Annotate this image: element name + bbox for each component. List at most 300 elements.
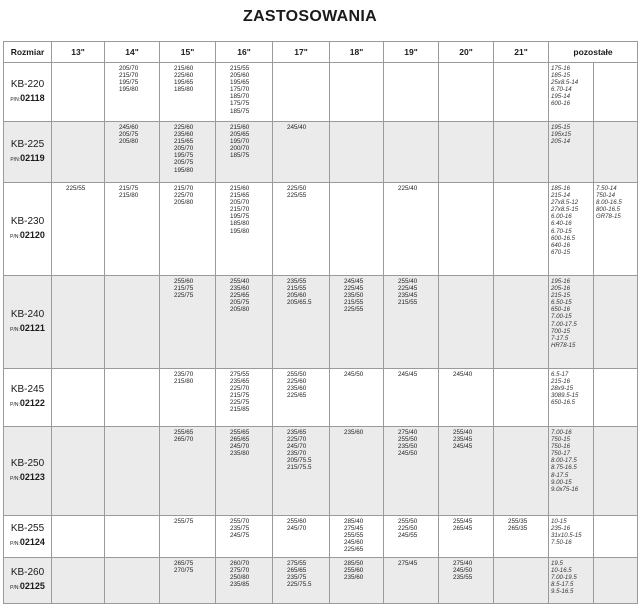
tire-size: 215/75 <box>230 392 250 400</box>
tire-size-cell <box>105 427 160 516</box>
tire-size-cell <box>384 516 439 558</box>
tire-size-cell <box>216 63 273 122</box>
other-sizes-cell <box>594 558 638 604</box>
other-size: 195-14 <box>551 93 570 101</box>
tire-size-cell <box>273 122 330 183</box>
table-header-row <box>4 42 638 63</box>
tire-size: 215/55 <box>344 299 364 307</box>
tire-size-cell <box>439 122 494 183</box>
tire-size-cell <box>216 558 273 604</box>
tire-size: 225/55 <box>344 306 364 314</box>
tire-size: 255/50 <box>287 371 307 378</box>
tire-size: 255/40 <box>453 429 473 436</box>
table-row <box>4 122 638 183</box>
tire-size: 275/40 <box>453 560 473 567</box>
tire-size-cell <box>384 63 439 122</box>
tire-size: 205/75 <box>119 131 139 139</box>
other-size: GR78-15 <box>596 213 621 221</box>
tire-size-cell <box>330 516 384 558</box>
tire-size: 235/75 <box>287 574 307 582</box>
tire-size-cell <box>494 276 549 369</box>
tire-size-cell <box>439 63 494 122</box>
table-row <box>4 183 638 276</box>
tire-size: 215/85 <box>230 406 250 414</box>
tire-size: 255/60 <box>287 518 307 525</box>
other-size: 31x10.5-15 <box>551 532 582 540</box>
tire-size-cell <box>160 427 216 516</box>
tire-size-cell <box>105 516 160 558</box>
tire-size: 215/80 <box>119 192 139 200</box>
tire-size-cell <box>439 276 494 369</box>
tire-size: 235/60 <box>287 385 307 393</box>
other-size: 7.00-19.5 <box>551 574 577 582</box>
tire-size: 285/50 <box>344 560 364 567</box>
tire-size: 245/70 <box>287 525 307 533</box>
tire-size: 175/70 <box>230 86 250 94</box>
size-header: Rozmiar <box>4 42 52 63</box>
tire-size: 205/70 <box>230 199 250 207</box>
tire-size-cell <box>273 276 330 369</box>
part-number-value: 02124 <box>19 537 45 547</box>
tire-size: 275/45 <box>344 525 364 533</box>
tire-size-cell <box>273 427 330 516</box>
tire-size-cell <box>216 516 273 558</box>
tire-size: 205/70 <box>174 145 194 153</box>
other-size: 800-16.5 <box>596 206 621 214</box>
tire-size: 205/60 <box>287 292 307 300</box>
tire-size: 245/45 <box>453 443 473 451</box>
tire-size: 225/40 <box>398 185 418 192</box>
other-size: 8.00-17.5 <box>551 457 577 465</box>
tire-size: 250/80 <box>230 574 250 582</box>
tire-size-cell <box>439 516 494 558</box>
tire-size-cell <box>439 427 494 516</box>
tire-size: 215/60 <box>230 124 250 131</box>
part-number-value: 02119 <box>20 152 45 163</box>
tire-size-cell <box>105 63 160 122</box>
tire-size: 255/55 <box>344 532 364 540</box>
tire-size: 245/70 <box>230 443 250 451</box>
tire-size: 265/45 <box>453 525 473 533</box>
tire-size: 245/40 <box>287 124 307 131</box>
tire-size: 270/75 <box>174 567 194 575</box>
tire-size: 225/55 <box>66 185 86 192</box>
other-size: 8.5-17.5 <box>551 581 574 589</box>
table-row <box>4 558 638 604</box>
tire-size: 205/60 <box>230 72 250 80</box>
other-size: 205-16 <box>551 285 570 293</box>
tire-size: 225/60 <box>287 378 307 386</box>
size-cell <box>4 183 52 276</box>
tire-size: 245/50 <box>398 450 418 458</box>
tire-size-cell <box>439 183 494 276</box>
tire-size-cell <box>384 122 439 183</box>
other-sizes-cell <box>549 516 594 558</box>
tire-size-cell <box>216 122 273 183</box>
tire-size-cell <box>52 122 105 183</box>
tire-size: 235/45 <box>398 292 418 300</box>
tire-size: 185/70 <box>230 93 250 101</box>
tire-size: 255/60 <box>344 567 364 575</box>
other-sizes-cell <box>594 427 638 516</box>
tire-size: 225/60 <box>174 124 194 131</box>
tire-size: 195/80 <box>174 166 194 174</box>
tire-size-cell <box>273 516 330 558</box>
tire-size: 255/50 <box>398 518 418 525</box>
other-size: 600-16 <box>551 100 570 108</box>
rim-header: 16" <box>216 42 273 63</box>
table-row <box>4 516 638 558</box>
tire-size-cell <box>216 276 273 369</box>
model-name: KB-230 <box>10 215 45 227</box>
tire-size: 215/60 <box>174 65 194 72</box>
tire-size: 235/60 <box>344 429 364 436</box>
other-size: 6.00-16 <box>551 213 572 221</box>
tire-size: 265/70 <box>174 436 194 444</box>
other-size: 9.00-15 <box>551 478 572 486</box>
tire-size-cell <box>52 183 105 276</box>
model-name: KB-260 <box>10 567 45 578</box>
part-number-prefix: P/N: <box>10 326 20 333</box>
rim-header: 15" <box>160 42 216 63</box>
tire-size: 245/45 <box>398 371 418 378</box>
tire-size-cell <box>160 558 216 604</box>
tire-size: 195/75 <box>230 213 250 221</box>
tire-size: 175/75 <box>230 100 250 108</box>
size-cell <box>4 516 52 558</box>
rim-header: 20" <box>439 42 494 63</box>
tire-size-cell <box>52 63 105 122</box>
other-size: 8.75-16.5 <box>551 464 577 472</box>
tire-size: 235/70 <box>287 450 307 458</box>
tire-size: 215/75 <box>119 185 139 192</box>
tire-size: 275/40 <box>398 429 418 436</box>
other-size: 235-16 <box>551 525 570 533</box>
other-size: 27x8.5-15 <box>551 206 579 214</box>
part-number-value: 02122 <box>19 398 45 408</box>
tire-size: 235/45 <box>453 436 473 444</box>
tire-size: 255/35 <box>508 518 528 525</box>
other-size: 215-15 <box>551 292 570 300</box>
tire-size-cell <box>216 427 273 516</box>
tire-size: 225/70 <box>230 385 250 393</box>
size-cell <box>4 427 52 516</box>
tire-size-cell <box>160 369 216 427</box>
tire-size: 235/50 <box>398 443 418 451</box>
tire-size: 195/80 <box>230 227 250 235</box>
other-size: 25x8.5-14 <box>551 79 579 87</box>
size-cell <box>4 558 52 604</box>
part-number <box>4 470 51 485</box>
tire-size: 245/60 <box>119 124 139 131</box>
tire-size: 215/65 <box>174 138 194 146</box>
tire-size-cell <box>494 122 549 183</box>
rim-header: 18" <box>330 42 384 63</box>
tire-size: 225/50 <box>287 185 307 192</box>
tire-size: 235/75 <box>230 525 250 533</box>
other-size: 10-16.5 <box>551 567 572 575</box>
tire-size: 255/65 <box>230 429 250 436</box>
tire-size-cell <box>216 183 273 276</box>
tire-size: 185/75 <box>230 152 250 160</box>
tire-size: 225/65 <box>287 392 307 400</box>
rim-header: 14" <box>105 42 160 63</box>
tire-size-cell <box>330 369 384 427</box>
tire-size-cell <box>439 558 494 604</box>
other-size: 185-16 <box>551 185 570 192</box>
tire-size-cell <box>384 183 439 276</box>
part-number-prefix: P/N: <box>10 541 20 547</box>
tire-size: 225/55 <box>287 192 307 200</box>
other-size: 28x9-15 <box>551 385 574 393</box>
tire-size: 215/60 <box>230 185 250 192</box>
tire-size: 215/55 <box>230 65 250 72</box>
tire-size-cell <box>273 558 330 604</box>
rim-header: 19" <box>384 42 439 63</box>
other-sizes-cell <box>594 516 638 558</box>
tire-size: 255/60 <box>174 278 194 285</box>
other-size: 195-16 <box>551 278 570 285</box>
tire-size: 215/75.5 <box>287 464 312 472</box>
table-row <box>4 369 638 427</box>
part-number-value: 02120 <box>19 229 45 240</box>
other-sizes-cell <box>594 276 638 369</box>
tire-size-cell <box>384 369 439 427</box>
tire-size: 225/45 <box>344 285 364 293</box>
tire-size: 205/80 <box>174 199 194 207</box>
tire-size-cell <box>160 122 216 183</box>
other-size: 640-16 <box>551 241 570 249</box>
tire-size: 255/50 <box>398 436 418 444</box>
other-size: 215-14 <box>551 192 570 200</box>
part-number <box>4 91 51 106</box>
tire-size: 260/70 <box>230 560 250 567</box>
tire-size: 225/75 <box>174 292 194 300</box>
other-size: 205-14 <box>551 138 570 146</box>
other-size: 215-16 <box>551 378 570 386</box>
tire-size: 235/65 <box>230 378 250 386</box>
other-size: 10-15 <box>551 518 567 525</box>
tire-size: 225/75 <box>230 399 250 407</box>
size-cell <box>4 122 52 183</box>
other-size: 19.5 <box>551 560 563 567</box>
other-sizes-cell <box>549 183 594 276</box>
other-sizes-cell <box>549 558 594 604</box>
tire-size: 205/70 <box>119 65 139 72</box>
model-name: KB-240 <box>10 308 45 320</box>
tire-size-cell <box>273 63 330 122</box>
model-name: KB-220 <box>10 78 45 90</box>
other-size: 750-15 <box>551 436 570 444</box>
tire-size-cell <box>52 427 105 516</box>
other-header: pozostałe <box>549 42 638 63</box>
tire-size-cell <box>105 276 160 369</box>
tire-size: 195/65 <box>230 79 250 87</box>
tire-size: 205/80 <box>230 306 250 314</box>
other-size: 7.00-17.5 <box>551 320 577 328</box>
other-sizes-cell <box>594 122 638 183</box>
other-size: 3089.5-15 <box>551 392 579 400</box>
tire-size: 235/60 <box>344 574 364 582</box>
tire-size-cell <box>105 558 160 604</box>
part-number <box>4 228 51 243</box>
other-size: 7.00-16 <box>551 429 572 436</box>
tire-size: 285/40 <box>344 518 364 525</box>
tire-size: 275/55 <box>287 560 307 567</box>
other-size: 8-17.5 <box>551 471 569 479</box>
tire-size-cell <box>384 276 439 369</box>
tire-size: 225/50 <box>398 525 418 533</box>
other-size: 9.5-16.5 <box>551 588 574 596</box>
tire-size-cell <box>160 183 216 276</box>
tire-size: 225/70 <box>287 436 307 444</box>
tire-size: 215/55 <box>398 299 418 307</box>
tire-size: 215/75 <box>174 285 194 293</box>
part-number-value: 02125 <box>19 581 45 591</box>
tire-size: 225/70 <box>174 192 194 200</box>
tire-size: 245/60 <box>344 539 364 547</box>
tire-size: 195/75 <box>174 152 194 160</box>
tire-size-cell <box>494 63 549 122</box>
tire-size: 255/40 <box>230 278 250 285</box>
other-sizes-cell <box>594 63 638 122</box>
tire-size-cell <box>384 558 439 604</box>
tire-size: 225/65 <box>344 546 364 554</box>
other-size: 8.00-16.5 <box>596 199 622 207</box>
other-size: 7.00-15 <box>551 313 572 321</box>
model-name: KB-250 <box>10 457 45 469</box>
tire-size-cell <box>160 516 216 558</box>
tire-size: 225/45 <box>398 285 418 293</box>
other-size: 27x8.5-12 <box>551 199 579 207</box>
other-size: 670-15 <box>551 248 570 256</box>
tire-size: 195/75 <box>119 79 139 87</box>
tire-size: 205/75 <box>174 159 194 167</box>
part-number-prefix: P/N: <box>10 402 20 408</box>
other-sizes-cell <box>594 369 638 427</box>
tire-size-cell <box>105 369 160 427</box>
tire-size: 215/70 <box>119 72 139 80</box>
tire-size: 245/40 <box>453 371 473 378</box>
tire-size: 255/40 <box>398 278 418 285</box>
other-size: 6.5-17 <box>551 371 569 378</box>
page-title: ZASTOSOWANIA <box>243 8 377 25</box>
tire-size-cell <box>105 183 160 276</box>
other-size: 175-16 <box>551 65 570 72</box>
tire-size-cell <box>330 276 384 369</box>
part-number-prefix: P/N: <box>10 475 20 482</box>
other-sizes-cell <box>549 122 594 183</box>
rim-header: 17" <box>273 42 330 63</box>
other-size: 600-16.5 <box>551 234 576 242</box>
tire-size-cell <box>494 516 549 558</box>
tire-size: 185/80 <box>174 86 194 94</box>
other-sizes-cell <box>594 183 638 276</box>
tire-size: 215/65 <box>230 192 250 200</box>
tire-size: 265/65 <box>287 567 307 575</box>
tire-size: 265/75 <box>174 560 194 567</box>
size-cell <box>4 63 52 122</box>
tire-size: 195/65 <box>174 79 194 87</box>
tire-size: 275/70 <box>230 567 250 575</box>
other-size: 6.40-16 <box>551 220 572 228</box>
tire-size: 195/70 <box>230 138 250 146</box>
tire-size: 215/80 <box>174 378 194 386</box>
part-number <box>4 579 51 594</box>
tire-size: 205/80 <box>119 138 139 146</box>
other-size: 750-14 <box>596 192 615 200</box>
other-size: 6.50-15 <box>551 299 572 307</box>
tire-size: 205/75 <box>230 299 250 307</box>
table-row <box>4 63 638 122</box>
tire-size-cell <box>330 122 384 183</box>
tire-size: 255/65 <box>174 429 194 436</box>
tire-size: 235/55 <box>287 278 307 285</box>
other-size: 7-17.5 <box>551 334 569 342</box>
tire-size-cell <box>160 63 216 122</box>
tire-size-cell <box>494 558 549 604</box>
other-size: 185-15 <box>551 72 570 80</box>
tire-size: 235/50 <box>344 292 364 300</box>
tire-size: 265/65 <box>230 436 250 444</box>
part-number <box>4 535 51 550</box>
other-sizes-cell <box>549 369 594 427</box>
other-size: 195x15 <box>551 131 571 139</box>
tire-size-cell <box>160 276 216 369</box>
tire-size: 195/80 <box>119 86 139 94</box>
other-size: 6.70-15 <box>551 227 572 235</box>
tire-size-cell <box>439 369 494 427</box>
part-number-prefix: P/N: <box>10 156 21 163</box>
tire-size: 205/65.5 <box>287 299 312 307</box>
part-number <box>4 151 51 166</box>
other-sizes-cell <box>549 63 594 122</box>
tire-size-cell <box>273 183 330 276</box>
tire-size: 245/70 <box>287 443 307 451</box>
other-size: 700-15 <box>551 327 570 335</box>
tire-size: 235/80 <box>230 450 250 458</box>
tire-size: 185/75 <box>230 107 250 115</box>
tire-size: 235/85 <box>230 581 250 589</box>
tire-size: 275/55 <box>230 371 250 378</box>
other-size: 7.50-16 <box>551 539 572 547</box>
other-size: 650-16.5 <box>551 399 576 407</box>
tire-size-cell <box>52 276 105 369</box>
tire-size: 235/55 <box>453 574 473 582</box>
tire-size: 265/35 <box>508 525 528 533</box>
other-size: HR78-15 <box>551 341 576 349</box>
other-size: 7.50-14 <box>596 185 617 192</box>
other-size: 750-16 <box>551 443 570 451</box>
tire-size-cell <box>52 516 105 558</box>
part-number <box>4 321 51 336</box>
other-sizes-cell <box>549 427 594 516</box>
application-table <box>3 41 638 604</box>
tire-size: 225/75.5 <box>287 581 312 589</box>
tire-size: 200/70 <box>230 145 250 153</box>
tire-size-cell <box>494 427 549 516</box>
tire-size-cell <box>52 558 105 604</box>
tire-size: 205/65 <box>230 131 250 139</box>
tire-size: 215/70 <box>174 185 194 192</box>
tire-size: 245/50 <box>453 567 473 575</box>
size-cell <box>4 369 52 427</box>
part-number-value: 02121 <box>19 322 45 333</box>
other-size: 9.0x75-16 <box>551 485 579 493</box>
tire-size-cell <box>330 183 384 276</box>
other-size: 650-16 <box>551 306 570 314</box>
other-size: 195-15 <box>551 124 570 131</box>
